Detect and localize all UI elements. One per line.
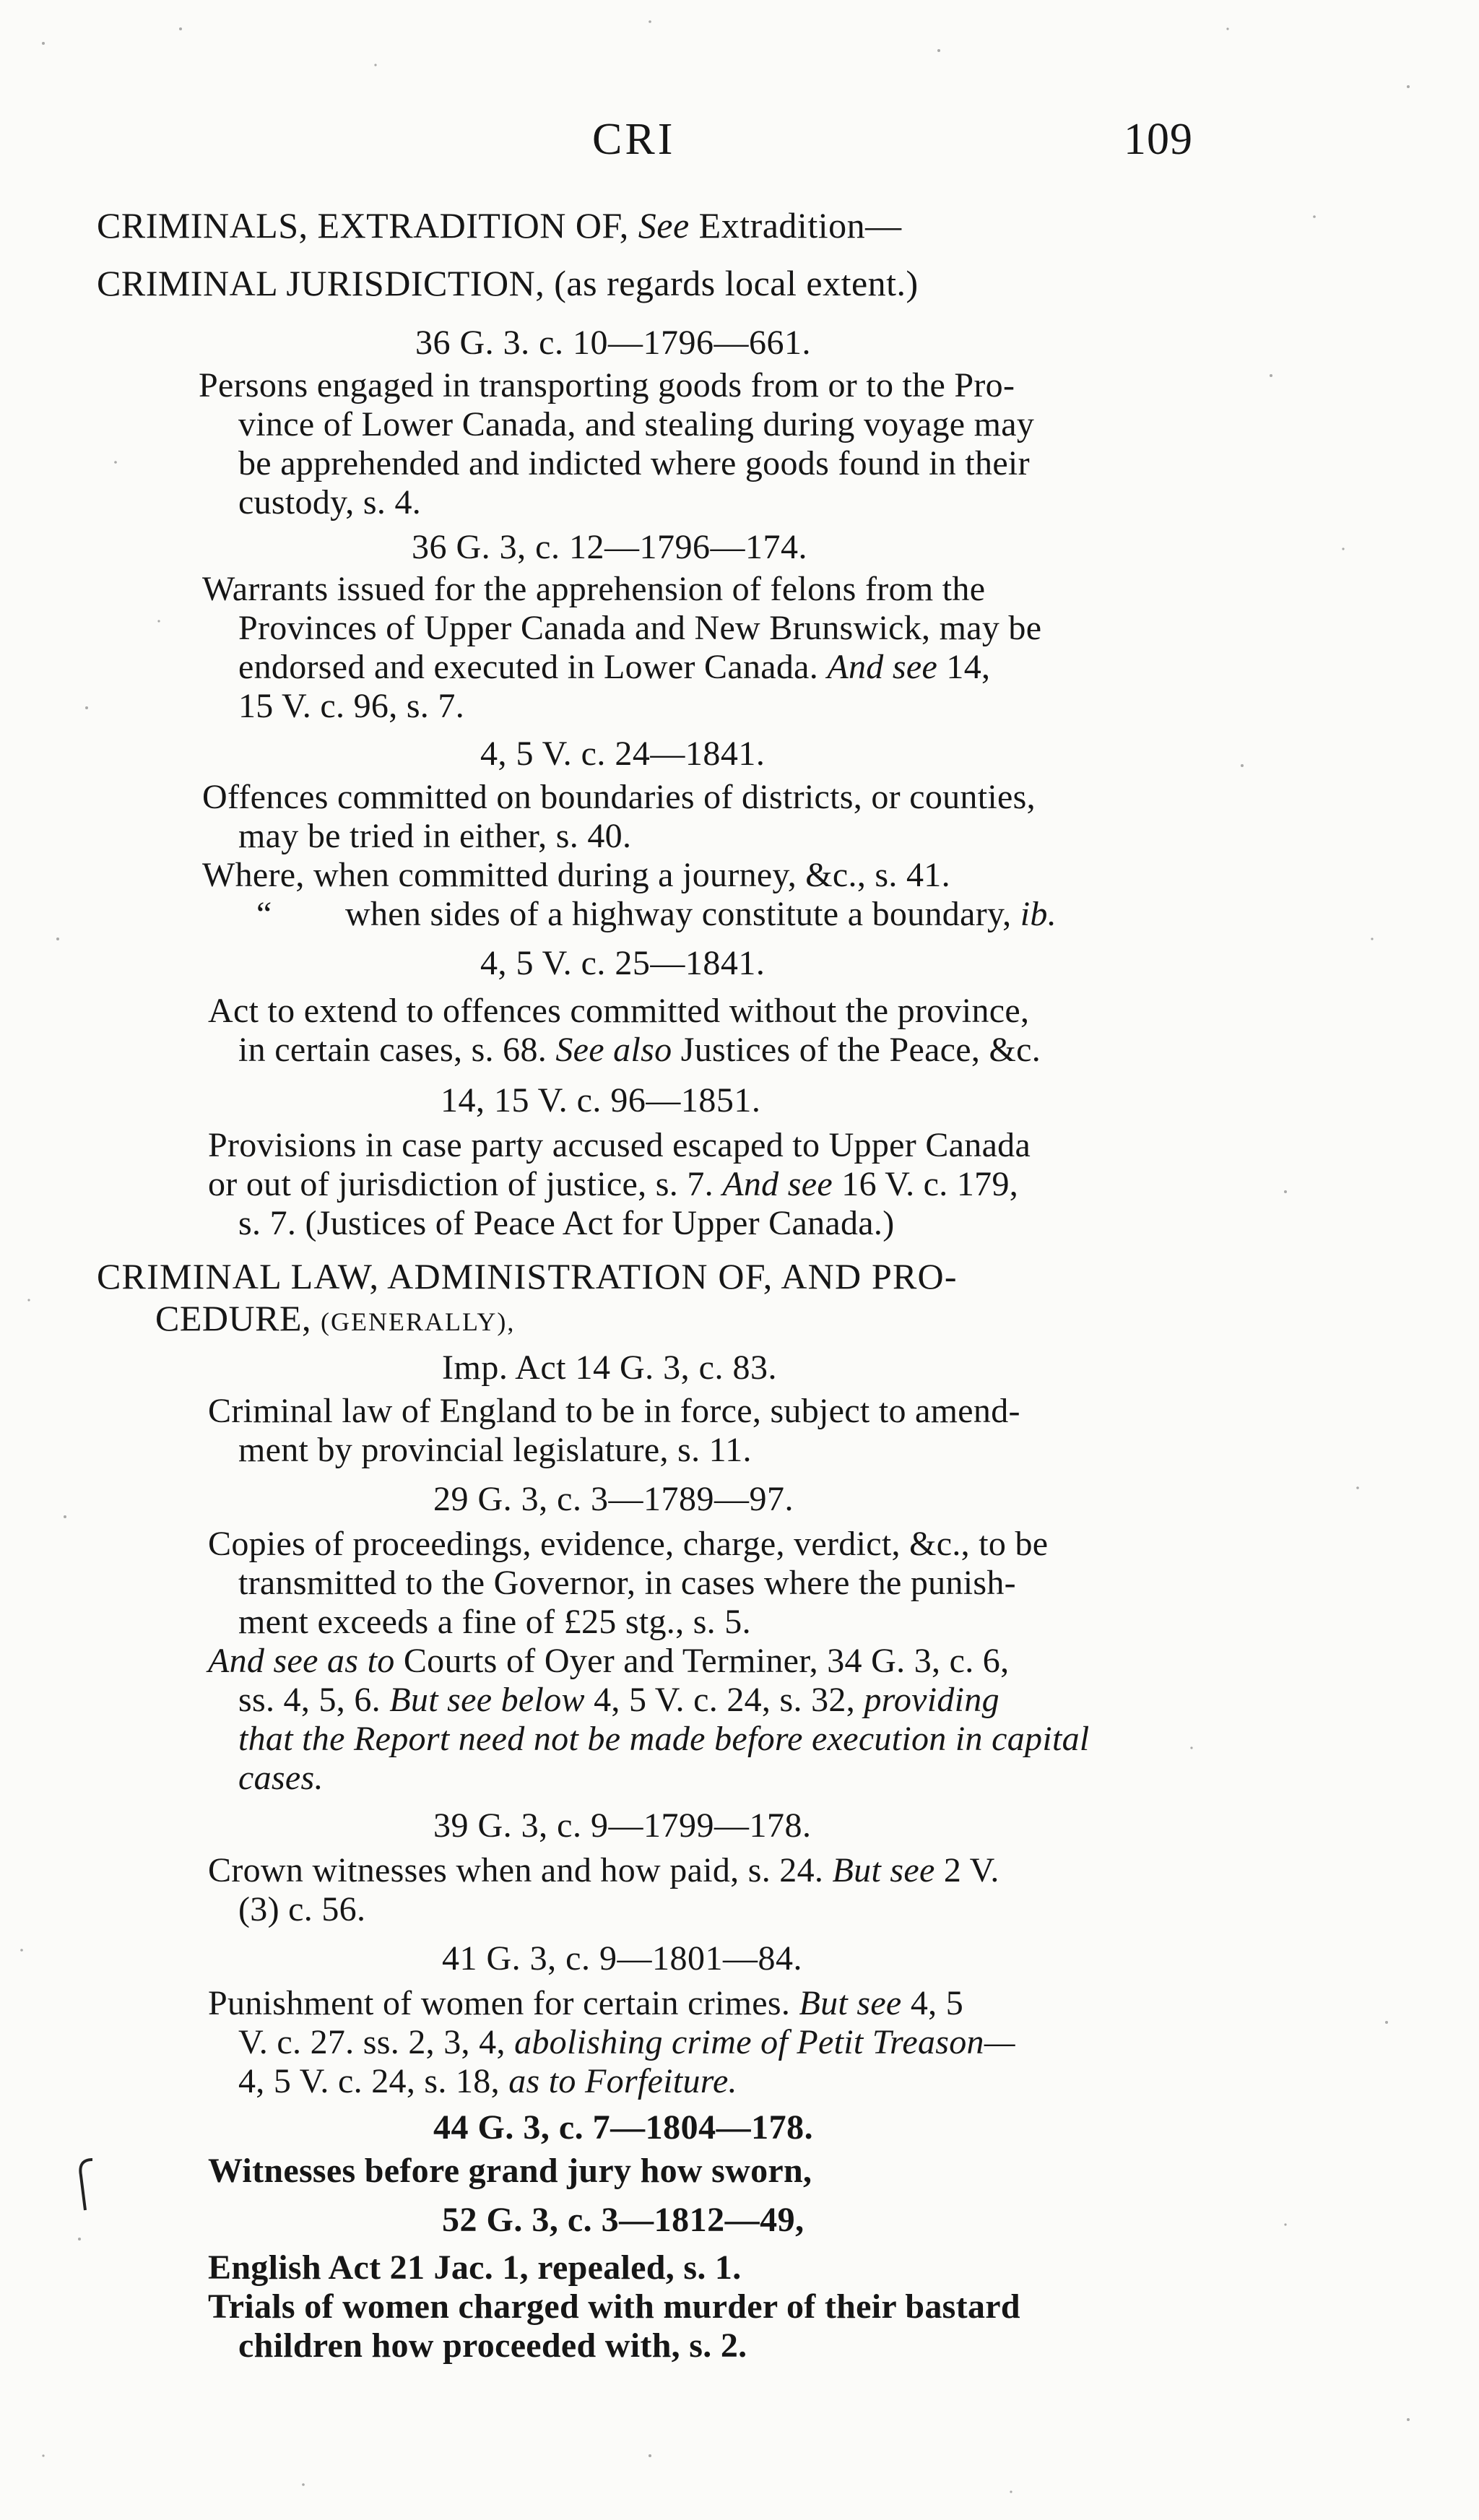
statute-citation: 29 G. 3, c. 3—1789—97. (433, 1480, 794, 1518)
text-run: Courts of Oyer and Terminer, 34 G. 3, c. 6, (403, 1642, 1010, 1680)
entry-heading-text: CRIMINALS, EXTRADITION OF, (97, 205, 629, 246)
text-line: Witnesses before grand jury how sworn, (208, 2152, 812, 2190)
italic-ref: ib. (1020, 895, 1057, 933)
text-run: 4, 5 (910, 1984, 964, 2022)
statute-citation: 36 G. 3. c. 10—1796—661. (415, 324, 811, 362)
text-line: ment exceeds a fine of £25 stg., s. 5. (238, 1603, 751, 1641)
statute-citation: 4, 5 V. c. 25—1841. (480, 944, 765, 982)
italic-ref: that the Report need not be made before execution in capital (238, 1720, 1090, 1758)
statute-citation: 39 G. 3, c. 9—1799—178. (433, 1806, 812, 1845)
text-line: Provinces of Upper Canada and New Brunswick, may be (238, 609, 1042, 647)
italic-ref: And see (722, 1165, 833, 1203)
italic-ref: cases. (238, 1759, 324, 1797)
text-line: Act to extend to offences committed without the province, (208, 992, 1030, 1030)
italic-ref: providing (864, 1681, 999, 1719)
text-line: Persons engaged in transporting goods from or to the Pro- (199, 366, 1015, 404)
text-run: Justices of the Peace, &c. (680, 1031, 1041, 1069)
text-run: 4, 5 V. c. 24, s. 32, (594, 1681, 856, 1719)
text-run: 16 V. c. 179, (841, 1165, 1019, 1203)
italic-ref: abolishing crime of Petit Treason— (514, 2023, 1015, 2061)
statute-citation: Imp. Act 14 G. 3, c. 83. (442, 1348, 777, 1387)
text-line: Criminal law of England to be in force, subject to amend- (208, 1392, 1020, 1430)
text-line: children how proceeded with, s. 2. (238, 2326, 747, 2365)
text-run: 4, 5 V. c. 24, s. 18, (238, 2062, 500, 2100)
statute-citation: 52 G. 3, c. 3—1812—49, (442, 2201, 804, 2239)
text-line: Provisions in case party accused escaped to Upper Canada (208, 1126, 1031, 1164)
statute-citation: 36 G. 3, c. 12—1796—174. (412, 528, 807, 566)
entry-heading-text: CRIMINAL JURISDICTION, (97, 263, 545, 303)
text-run: 2 V. (943, 1851, 999, 1889)
text-line: vince of Lower Canada, and stealing during voyage may (238, 405, 1035, 443)
italic-ref: But see (799, 1984, 902, 2022)
text-line: be apprehended and indicted where goods found in their (238, 444, 1030, 482)
text-run: Punishment of women for certain crimes. (208, 1984, 791, 2022)
italic-ref: And see (827, 648, 938, 686)
text-line: ment by provincial legislature, s. 11. (238, 1431, 752, 1469)
text-line: s. 7. (Justices of Peace Act for Upper Canada.) (238, 1204, 895, 1242)
italic-ref: See also (555, 1031, 672, 1069)
text-run: V. c. 27. ss. 2, 3, 4, (238, 2023, 506, 2061)
text-line: custody, s. 4. (238, 483, 422, 521)
text-line: Trials of women charged with murder of their bastard (208, 2287, 1020, 2326)
text-run: in certain cases, s. 68. (238, 1031, 547, 1069)
text-line: may be tried in either, s. 40. (238, 817, 632, 855)
cross-reference: Extradition— (698, 205, 902, 246)
see-label: See (638, 205, 690, 246)
statute-citation: 41 G. 3, c. 9—1801—84. (442, 1939, 802, 1978)
text-run: or out of jurisdiction of justice, s. 7. (208, 1165, 714, 1203)
text-run: Crown witnesses when and how paid, s. 24. (208, 1851, 824, 1889)
italic-ref: as to Forfeiture. (508, 2062, 737, 2100)
statute-citation: 4, 5 V. c. 24—1841. (480, 735, 765, 773)
text-run: 14, (946, 648, 991, 686)
statute-citation: 14, 15 V. c. 96—1851. (441, 1081, 761, 1120)
text-line: transmitted to the Governor, in cases where the punish- (238, 1564, 1016, 1602)
entry-heading-text: CEDURE, (155, 1298, 311, 1338)
text-run: endorsed and executed in Lower Canada. (238, 648, 819, 686)
page-number: 109 (1124, 115, 1193, 164)
entry-heading-criminal-law: CRIMINAL LAW, ADMINISTRATION OF, AND PRO- (97, 1256, 958, 1296)
text-line: 15 V. c. 96, s. 7. (238, 687, 464, 725)
text-run: when sides of a highway constitute a boundary, (345, 895, 1012, 933)
running-head: CRI (592, 115, 676, 164)
text-run: ss. 4, 5, 6. (238, 1681, 381, 1719)
italic-ref: And see as to (208, 1642, 395, 1680)
italic-ref: But see (832, 1851, 935, 1889)
text-line: English Act 21 Jac. 1, repealed, s. 1. (208, 2248, 742, 2287)
italic-ref: But see below (389, 1681, 585, 1719)
text-line: Copies of proceedings, evidence, charge, verdict, &c., to be (208, 1525, 1049, 1563)
text-line: Offences committed on boundaries of districts, or counties, (202, 778, 1036, 816)
text-line: (3) c. 56. (238, 1890, 366, 1928)
statute-citation: 44 G. 3, c. 7—1804—178. (433, 2108, 814, 2147)
ditto-mark: “ (256, 895, 272, 933)
text-line: Warrants issued for the apprehension of felons from the (202, 570, 986, 608)
entry-note: (GENERALLY), (321, 1307, 516, 1336)
entry-note: (as regards local extent.) (554, 263, 919, 303)
text-line: Where, when committed during a journey, &c., s. 41. (202, 856, 950, 894)
